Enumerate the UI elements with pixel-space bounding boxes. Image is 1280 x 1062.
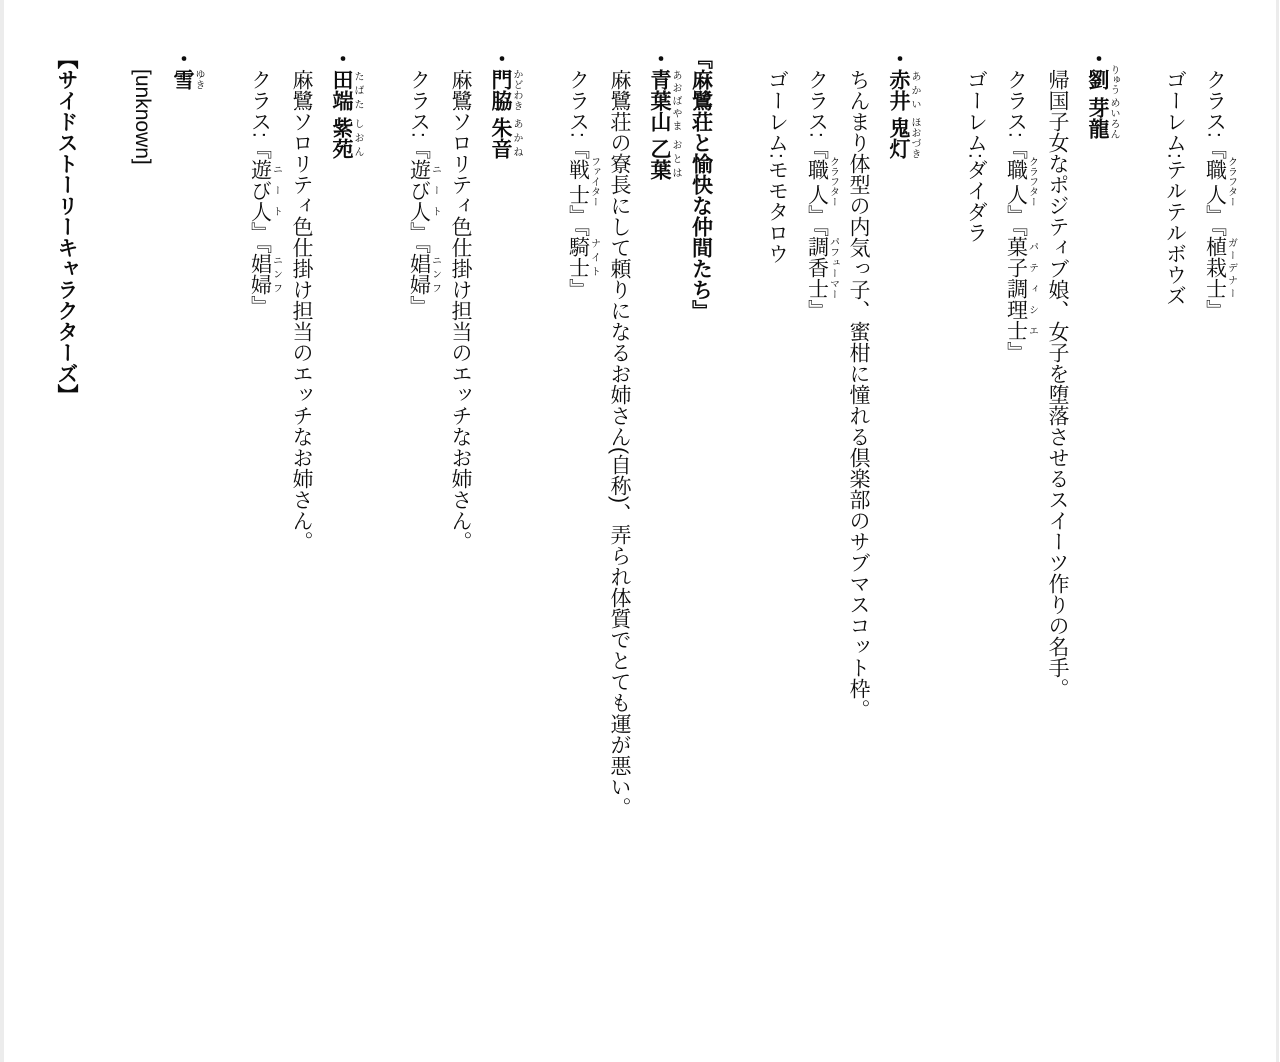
furigana-term: 娼婦 ニンフ	[248, 253, 282, 296]
page-edge-left	[0, 0, 4, 1062]
name-line: ・青葉山 あおばやま 乙葉 おとは	[648, 48, 681, 180]
name-line: ・田端 たばた 紫苑 しおん	[330, 48, 363, 159]
furigana-term: 調香士 パフューマー	[805, 236, 839, 300]
furigana-term: 青葉山 あおばやま	[648, 69, 681, 132]
page-edge-right	[1276, 0, 1279, 1062]
description-line: 麻鷺ソロリティ色仕掛け担当のエッチなお姉さん。	[449, 69, 472, 552]
furigana-term: 戦士 ファイター	[566, 156, 600, 207]
furigana-term: 芽龍 めいろん	[1086, 97, 1119, 140]
furigana-term: 騎士 ナイト	[566, 236, 600, 279]
furigana-term: 朱音 あかね	[489, 116, 522, 159]
golem-line: ゴーレム:テルテルボウズ	[1163, 69, 1187, 306]
heading-line: 【サイドストーリーキャラクターズ】	[55, 48, 78, 405]
furigana-term: 雪 ゆき	[171, 69, 204, 90]
class-line: クラス:『遊び人 ニート』『娼婦 ニンフ』	[407, 69, 441, 317]
unknown-line: [unknown]	[131, 69, 154, 165]
class-line: クラス:『職人 クラフター』『調香士 パフューマー』	[805, 69, 839, 321]
name-line: ・雪 ゆき	[171, 48, 204, 90]
class-line: クラス:『職人 クラフター』『植栽士 ガーデナー』	[1203, 69, 1237, 321]
class-line: クラス:『戦士 ファイター』『騎士 ナイト』	[566, 69, 600, 300]
furigana-term: 職人 クラフター	[1203, 156, 1237, 207]
class-line: クラス:『職人 クラフター』『菓子調理士 パティシエ』	[1004, 69, 1038, 363]
furigana-term: 鬼灯 ほおづき	[887, 116, 920, 159]
furigana-term: 植栽士 ガーデナー	[1203, 236, 1237, 300]
furigana-term: 職人 クラフター	[805, 156, 839, 207]
description-line: 帰国子女なポジティブ娘、女子を堕落させるスイーツ作りの名手。	[1046, 69, 1069, 699]
furigana-term: 紫苑 しおん	[330, 116, 363, 159]
heading-line: 『麻鷺荘と愉快な仲間たち』	[689, 48, 713, 321]
furigana-term: 赤井 あかい	[887, 69, 920, 111]
name-line: ・赤井 あかい 鬼灯 ほおづき	[887, 48, 920, 159]
furigana-term: 遊び人 ニート	[407, 158, 441, 222]
furigana-term: 遊び人 ニート	[248, 158, 282, 222]
golem-line: ゴーレム:ダイダラ	[964, 69, 988, 243]
description-line: 麻鷺ソロリティ色仕掛け担当のエッチなお姉さん。	[290, 69, 313, 552]
furigana-term: 劉 りゅう	[1086, 64, 1119, 95]
furigana-term: 菓子調理士 パティシエ	[1004, 236, 1038, 342]
furigana-term: 乙葉 おとは	[648, 137, 681, 180]
description-line: 麻鷺荘の寮長にして頼りになるお姉さん(自称)、弄られ体質でとても運が悪い。	[608, 69, 631, 818]
vertical-text-flow	[46, 48, 1236, 1033]
description-line: ちんまり体型の内気っ子、蜜柑に憧れる倶楽部のサブマスコット枠。	[847, 69, 870, 720]
furigana-term: 娼婦 ニンフ	[407, 253, 441, 296]
golem-line: ゴーレム:モモタロウ	[765, 69, 789, 264]
furigana-term: 田端 たばた	[330, 69, 363, 111]
furigana-term: 門脇 かどわき	[489, 69, 522, 111]
class-line: クラス:『遊び人 ニート』『娼婦 ニンフ』	[248, 69, 282, 317]
name-line: ・門脇 かどわき 朱音 あかね	[489, 48, 522, 159]
furigana-term: 職人 クラフター	[1004, 156, 1038, 207]
name-line: ・劉 りゅう 芽龍 めいろん	[1086, 48, 1119, 140]
